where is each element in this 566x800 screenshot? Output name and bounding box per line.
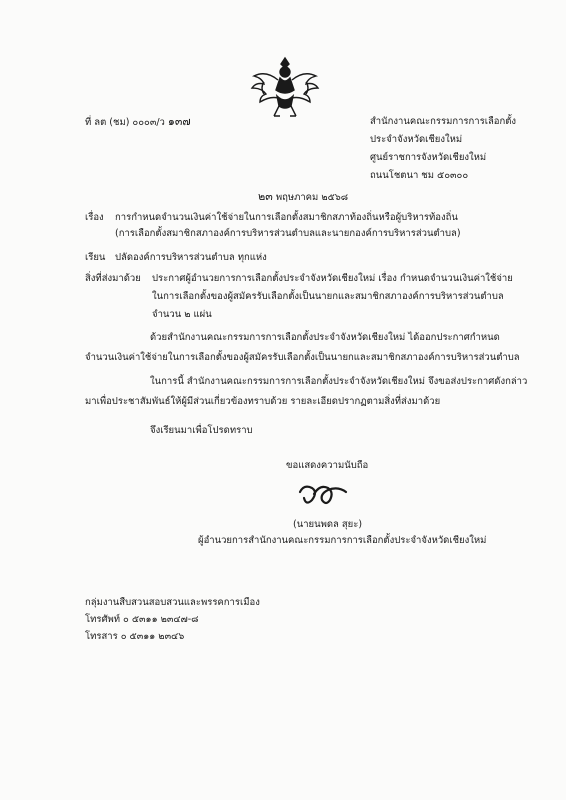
sender-address-line-4: ถนนโชตนา ชม ๕๐๓๐๐ [370, 170, 469, 181]
closing-request: จึงเรียนมาเพื่อโปรดทราบ [150, 425, 253, 436]
enclosure-line-2: ในการเลือกตั้งของผู้สมัครรับเลือกตั้งเป็นนายกและสมาชิกสภาองค์การบริหารส่วนตำบล [152, 291, 504, 302]
paragraph-1-line-1: ด้วยสำนักงานคณะกรรมการการเลือกตั้งประจำจังหวัดเชียงใหม่ ได้ออกประกาศกำหนด [150, 332, 500, 343]
reference-number [85, 115, 191, 129]
date-day-handwritten: ๒๓ [258, 190, 273, 203]
subject-label: เรื่อง [85, 212, 104, 223]
handwritten-signature-icon [290, 478, 360, 512]
paragraph-2-line-1: ในการนี้ สำนักงานคณะกรรมการการเลือกตั้งประจำจังหวัดเชียงใหม่ จึงขอส่งประกาศดังกล่าว [150, 376, 528, 387]
sender-address-line-3: ศูนย์ราชการจังหวัดเชียงใหม่ [370, 152, 487, 163]
letter-date [258, 190, 348, 204]
garuda-emblem-icon [250, 52, 320, 122]
footer-department: กลุ่มงานสืบสวนสอบสวนและพรรคการเมือง [85, 597, 260, 608]
paragraph-2-line-2: มาเพื่อประชาสัมพันธ์ให้ผู้มีส่วนเกี่ยวข้องทราบด้วย รายละเอียดปรากฏตามสิ่งที่ส่งมาด้วย [85, 396, 441, 407]
sender-address-line-2: ประจำจังหวัดเชียงใหม่ [370, 134, 463, 145]
footer-phone: โทรศัพท์ ๐ ๕๓๑๑ ๒๓๔๗-๘ [85, 614, 199, 625]
date-month-year: พฤษภาคม ๒๕๖๘ [275, 192, 349, 203]
paragraph-1-line-2: จำนวนเงินค่าใช้จ่ายในการเลือกตั้งของผู้สมัครรับเลือกตั้งเป็นนายกและสมาชิกสภาองค์การบริหารส่วนตำบล [85, 352, 520, 363]
to-value: ปลัดองค์การบริหารส่วนตำบล ทุกแห่ง [115, 252, 267, 263]
ref-no-handwritten: ๑๓๗ [167, 115, 191, 128]
subject-line-1: การกำหนดจำนวนเงินค่าใช้จ่ายในการเลือกตั้งสมาชิกสภาท้องถิ่นหรือผู้บริหารท้องถิ่น [115, 212, 458, 223]
to-label: เรียน [85, 252, 106, 263]
signer-title: ผู้อำนวยการสำนักงานคณะกรรมการการเลือกตั้งประจำจังหวัดเชียงใหม่ [198, 535, 487, 546]
signer-name: (นายนพดล สุยะ) [293, 519, 363, 530]
enclosure-line-3: จำนวน ๒ แผ่น [152, 309, 212, 320]
footer-fax: โทรสาร ๐ ๕๓๑๑ ๒๓๔๖ [85, 631, 185, 642]
ref-no-text: ที่ ลต (ชม) ๐๐๐๓/ว [85, 117, 165, 128]
subject-line-2: (การเลือกตั้งสมาชิกสภาองค์การบริหารส่วนตำบลและนายกองค์การบริหารส่วนตำบล) [115, 228, 461, 239]
enclosure-label: สิ่งที่ส่งมาด้วย [85, 273, 141, 284]
sender-address-line-1: สำนักงานคณะกรรมการการเลือกตั้ง [370, 116, 517, 127]
closing-salutation: ขอแสดงความนับถือ [286, 460, 369, 471]
enclosure-line-1: ประกาศผู้อำนวยการการเลือกตั้งประจำจังหวัดเชียงใหม่ เรื่อง กำหนดจำนวนเงินค่าใช้จ่าย [152, 273, 513, 284]
